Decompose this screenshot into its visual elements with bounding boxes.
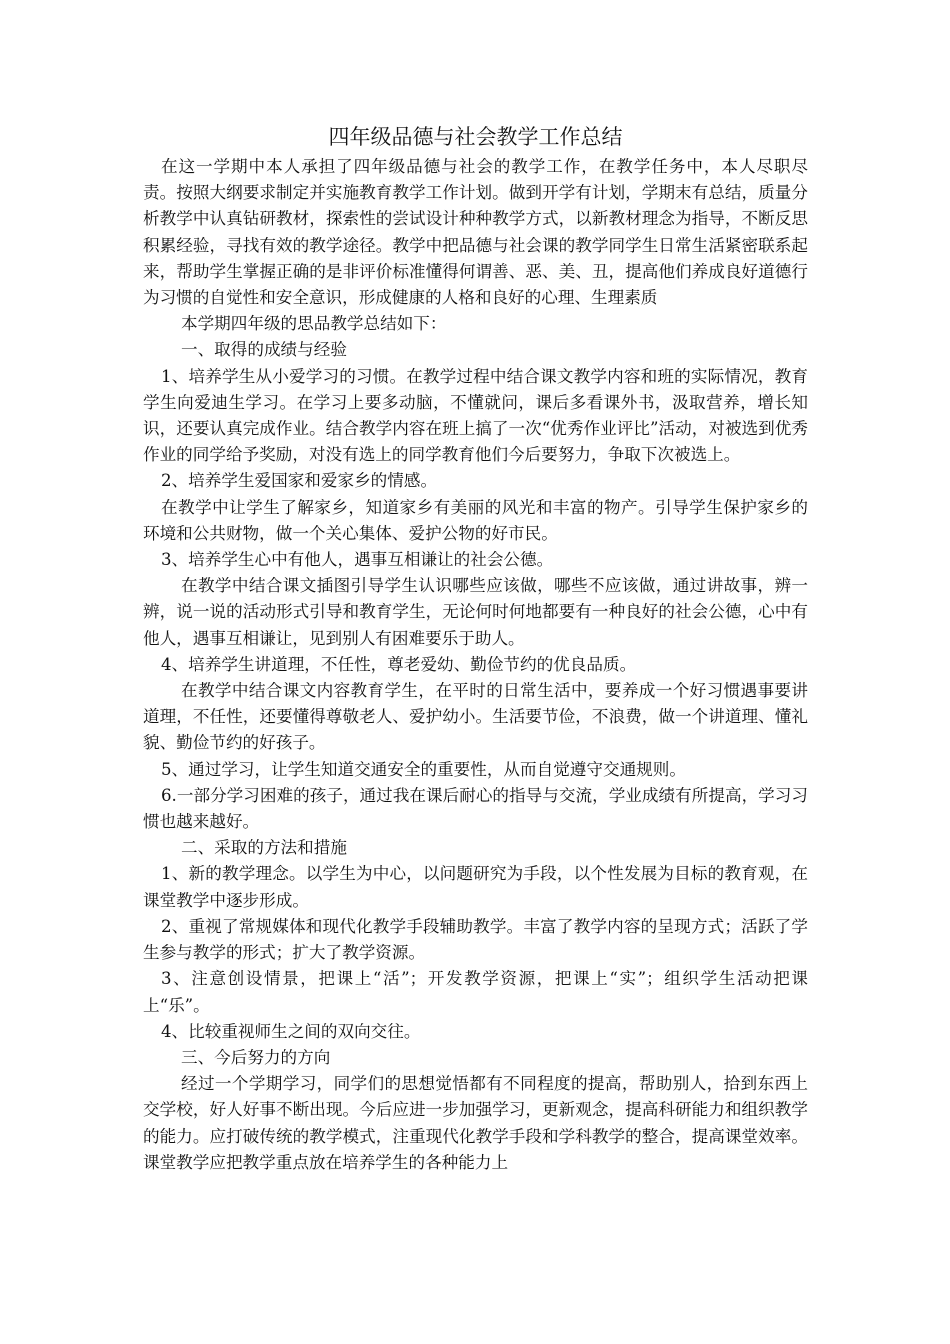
paragraph-item-5: 5、通过学习，让学生知道交通安全的重要性，从而自觉遵守交通规则。 bbox=[161, 759, 686, 779]
paragraph-method-1: 1、新的教学理念。以学生为中心，以问题研究为手段，以个性发展为目标的教育观，在课堂教学中逐步形成。 bbox=[143, 864, 808, 910]
paragraph-item-2-detail: 在教学中让学生了解家乡，知道家乡有美丽的风光和丰富的物产。引导学生保护家乡的环境和公共财物，做一个关心集体、爱护公物的好市民。 bbox=[143, 497, 808, 543]
paragraph-item-2: 2、培养学生爱国家和爱家乡的情感。 bbox=[161, 471, 438, 491]
paragraph-item-4: 4、培养学生讲道理，不任性，尊老爱幼、勤俭节约的优良品质。 bbox=[161, 654, 637, 674]
section-heading-achievements: 一、取得的成绩与经验 bbox=[181, 340, 347, 360]
paragraph-intro: 在这一学期中本人承担了四年级品德与社会的教学工作，在教学任务中，本人尽职尽责。按照大纲要求制定并实施教育教学工作计划。做到开学有计划，学期末有总结，质量分析教学中认真钻研教材，探索性的尝试设计种种教学方式，以新教材理念为指导，不断反思积累经验，寻找有效的教学途径。教学中把品德与社会课的教学同学生日常生活紧密联系起来，帮助学生掌握正确的是非评价标准懂得何谓善、恶、美、丑，提高他们养成良好道德行为习惯的自觉性和安全意识，形成健康的人格和良好的心理、生理素质 bbox=[143, 157, 808, 308]
paragraph-summary-lead: 本学期四年级的思品教学总结如下： bbox=[181, 314, 447, 334]
paragraph-item-4-detail: 在教学中结合课文内容教育学生，在平时的日常生活中，要养成一个好习惯遇事要讲道理，不任性，还要懂得尊敬老人、爱护幼小。生活要节俭，不浪费，做一个讲道理、懂礼貌、勤俭节约的好孩子。 bbox=[143, 681, 808, 753]
document-page bbox=[143, 120, 808, 1176]
paragraph-item-6: 6.一部分学习困难的孩子，通过我在课后耐心的指导与交流，学业成绩有所提高，学习习惯也越来越好。 bbox=[143, 785, 808, 832]
paragraph-item-1: 1、培养学生从小爱学习的习惯。在教学过程中结合课文教学内容和班的实际情况，教育学生向爱迪生学习。在学习上要多动脑，不懂就问，课后多看课外书，汲取营养，增长知识，还要认真完成作业。结合教学内容在班上搞了一次“优秀作业评比”活动，对被选到优秀作业的同学给予奖励，对没有选上的同学教育他们今后要努力，争取下次被选上。 bbox=[143, 366, 808, 465]
section-heading-future: 三、今后努力的方向 bbox=[181, 1047, 331, 1067]
document-title: 四年级品德与社会教学工作总结 bbox=[328, 125, 623, 149]
paragraph-method-3: 3、注意创设情景，把课上“活”；开发教学资源，把课上“实”；组织学生活动把课上“乐”。 bbox=[143, 969, 808, 1015]
paragraph-method-2: 2、重视了常规媒体和现代化教学手段辅助教学。丰富了教学内容的呈现方式；活跃了学生参与教学的形式；扩大了教学资源。 bbox=[143, 916, 808, 963]
paragraph-item-3: 3、培养学生心中有他人，遇事互相谦让的社会公德。 bbox=[161, 550, 554, 570]
section-heading-methods: 二、采取的方法和措施 bbox=[181, 838, 347, 858]
paragraph-method-4: 4、比较重视师生之间的双向交往。 bbox=[161, 1021, 421, 1041]
paragraph-item-3-detail: 在教学中结合课文插图引导学生认识哪些应该做，哪些不应该做，通过讲故事，辨一辨，说一说的活动形式引导和教育学生，无论何时何地都要有一种良好的社会公德，心中有他人，遇事互相谦让，见到别人有困难要乐于助人。 bbox=[143, 576, 808, 648]
paragraph-future: 经过一个学期学习，同学们的思想觉悟都有不同程度的提高，帮助别人，拾到东西上交学校，好人好事不断出现。今后应进一步加强学习，更新观念，提高科研能力和组织教学的能力。应打破传统的教学模式，注重现代化教学手段和学科教学的整合，提高课堂效率。课堂教学应把教学重点放在培养学生的各种能力上 bbox=[143, 1074, 808, 1172]
